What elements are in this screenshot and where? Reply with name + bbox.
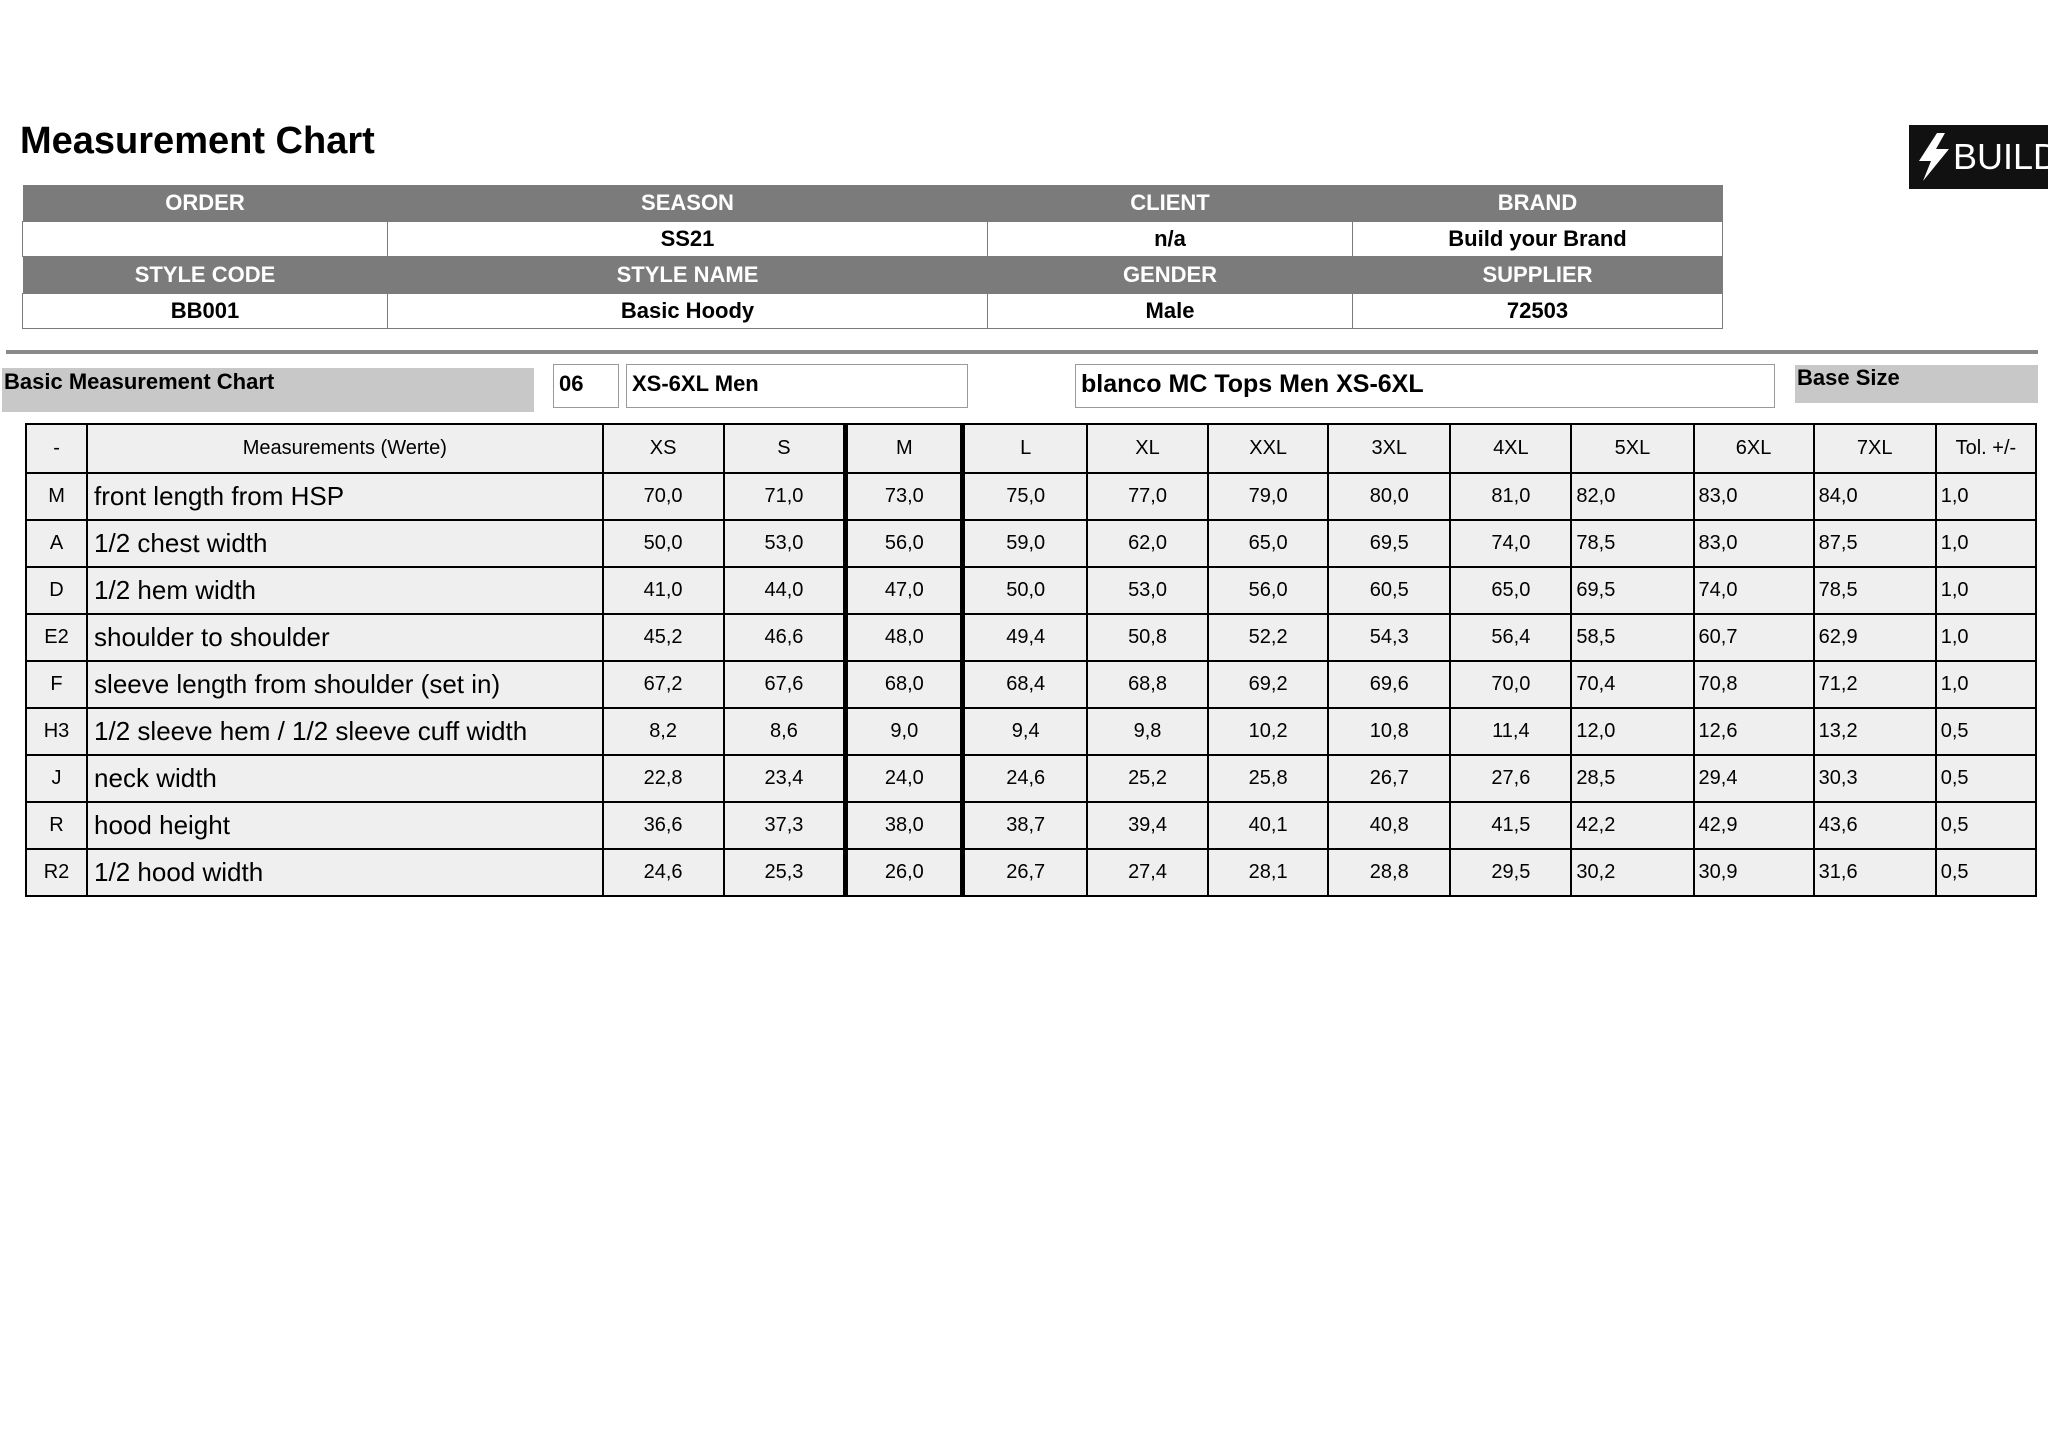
measurement-value: 25,8 [1208, 755, 1328, 802]
measurement-value: 41,5 [1450, 802, 1571, 849]
measurement-label: hood height [87, 802, 603, 849]
chart-description-field: blanco MC Tops Men XS-6XL [1075, 364, 1775, 408]
measurement-value: 67,6 [724, 661, 846, 708]
style-name-value: Basic Hoody [388, 294, 988, 329]
measurement-value: 70,4 [1571, 661, 1693, 708]
measurement-value: 28,5 [1571, 755, 1693, 802]
measurement-value: 39,4 [1087, 802, 1208, 849]
brand-header: BRAND [1353, 185, 1723, 222]
measurement-value: 26,7 [1328, 755, 1450, 802]
brand-value: Build your Brand [1353, 222, 1723, 257]
measurement-value: 53,0 [1087, 567, 1208, 614]
measurement-value: 54,3 [1328, 614, 1450, 661]
measurement-value: 69,5 [1328, 520, 1450, 567]
measurement-value: 10,2 [1208, 708, 1328, 755]
brand-logo [1909, 125, 2059, 189]
measurement-table [25, 423, 2037, 897]
measurement-column-header: Measurements (Werte) [87, 424, 603, 473]
measurement-value: 47,0 [846, 567, 963, 614]
size-range-field: XS-6XL Men [626, 364, 968, 408]
measurement-label: 1/2 hem width [87, 567, 603, 614]
measurement-code: E2 [26, 614, 87, 661]
measurement-value: 30,3 [1814, 755, 1936, 802]
measurement-label: sleeve length from shoulder (set in) [87, 661, 603, 708]
measurement-code: D [26, 567, 87, 614]
size-6xl-header: 6XL [1694, 424, 1814, 473]
measurement-value: 44,0 [724, 567, 846, 614]
measurement-value: 84,0 [1814, 473, 1936, 520]
measurement-code: R [26, 802, 87, 849]
season-value: SS21 [388, 222, 988, 257]
measurement-value: 27,4 [1087, 849, 1208, 896]
table-row [26, 614, 2036, 661]
measurement-value: 23,4 [724, 755, 846, 802]
measurement-value: 50,0 [603, 520, 724, 567]
measurement-value: 60,7 [1694, 614, 1814, 661]
table-row [26, 567, 2036, 614]
measurement-value: 58,5 [1571, 614, 1693, 661]
base-size-label: Base Size [1795, 365, 2038, 403]
section-divider [6, 350, 2038, 354]
measurement-value: 75,0 [963, 473, 1087, 520]
measurement-value: 10,8 [1328, 708, 1450, 755]
measurement-value: 56,4 [1450, 614, 1571, 661]
measurement-value: 26,7 [963, 849, 1087, 896]
measurement-value: 27,6 [1450, 755, 1571, 802]
measurement-value: 52,2 [1208, 614, 1328, 661]
order-value [23, 222, 388, 257]
size-7xl-header: 7XL [1814, 424, 1936, 473]
supplier-header: SUPPLIER [1353, 257, 1723, 294]
measurement-value: 62,9 [1814, 614, 1936, 661]
measurement-value: 78,5 [1814, 567, 1936, 614]
measurement-value: 24,0 [846, 755, 963, 802]
code-column-header: - [26, 424, 87, 473]
measurement-code: H3 [26, 708, 87, 755]
table-row [26, 755, 2036, 802]
lightning-bolt-icon [1917, 133, 1951, 181]
logo-text: BUILD [1953, 136, 2059, 177]
measurement-value: 53,0 [724, 520, 846, 567]
measurement-value: 67,2 [603, 661, 724, 708]
measurement-value: 38,7 [963, 802, 1087, 849]
measurement-value: 40,8 [1328, 802, 1450, 849]
measurement-value: 68,4 [963, 661, 1087, 708]
size-5xl-header: 5XL [1571, 424, 1693, 473]
tolerance-value: 1,0 [1936, 567, 2036, 614]
tolerance-value: 1,0 [1936, 520, 2036, 567]
tolerance-value: 0,5 [1936, 849, 2036, 896]
measurement-value: 80,0 [1328, 473, 1450, 520]
gender-header: GENDER [988, 257, 1353, 294]
measurement-value: 56,0 [1208, 567, 1328, 614]
measurement-value: 49,4 [963, 614, 1087, 661]
size-xl-header: XL [1087, 424, 1208, 473]
measurement-code: M [26, 473, 87, 520]
table-row [26, 708, 2036, 755]
measurement-value: 12,6 [1694, 708, 1814, 755]
measurement-value: 73,0 [846, 473, 963, 520]
measurement-header-row [26, 424, 2036, 473]
tolerance-value: 1,0 [1936, 661, 2036, 708]
measurement-value: 26,0 [846, 849, 963, 896]
client-header: CLIENT [988, 185, 1353, 222]
measurement-value: 11,4 [1450, 708, 1571, 755]
measurement-value: 59,0 [963, 520, 1087, 567]
measurement-value: 31,6 [1814, 849, 1936, 896]
measurement-value: 42,2 [1571, 802, 1693, 849]
info-header-row [23, 185, 1723, 222]
measurement-value: 24,6 [963, 755, 1087, 802]
measurement-value: 68,0 [846, 661, 963, 708]
size-4xl-header: 4XL [1450, 424, 1571, 473]
measurement-value: 83,0 [1694, 520, 1814, 567]
order-header: ORDER [23, 185, 388, 222]
measurement-value: 43,6 [1814, 802, 1936, 849]
measurement-value: 62,0 [1087, 520, 1208, 567]
season-header: SEASON [388, 185, 988, 222]
measurement-value: 9,4 [963, 708, 1087, 755]
style-name-header: STYLE NAME [388, 257, 988, 294]
measurement-value: 60,5 [1328, 567, 1450, 614]
measurement-label: shoulder to shoulder [87, 614, 603, 661]
measurement-label: 1/2 sleeve hem / 1/2 sleeve cuff width [87, 708, 603, 755]
measurement-value: 65,0 [1450, 567, 1571, 614]
measurement-value: 79,0 [1208, 473, 1328, 520]
measurement-label: 1/2 hood width [87, 849, 603, 896]
measurement-value: 12,0 [1571, 708, 1693, 755]
measurement-value: 65,0 [1208, 520, 1328, 567]
measurement-value: 50,8 [1087, 614, 1208, 661]
measurement-value: 30,2 [1571, 849, 1693, 896]
style-code-value: BB001 [23, 294, 388, 329]
measurement-value: 25,2 [1087, 755, 1208, 802]
table-row [26, 802, 2036, 849]
measurement-value: 82,0 [1571, 473, 1693, 520]
measurement-value: 24,6 [603, 849, 724, 896]
info-value-row [23, 294, 1723, 329]
measurement-value: 68,8 [1087, 661, 1208, 708]
measurement-value: 81,0 [1450, 473, 1571, 520]
table-row [26, 849, 2036, 896]
gender-value: Male [988, 294, 1353, 329]
measurement-value: 9,8 [1087, 708, 1208, 755]
measurement-label: 1/2 chest width [87, 520, 603, 567]
measurement-value: 29,5 [1450, 849, 1571, 896]
measurement-value: 69,2 [1208, 661, 1328, 708]
tolerance-value: 0,5 [1936, 708, 2036, 755]
client-value: n/a [988, 222, 1353, 257]
size-m-header: M [846, 424, 963, 473]
measurement-value: 74,0 [1694, 567, 1814, 614]
measurement-value: 46,6 [724, 614, 846, 661]
measurement-value: 28,8 [1328, 849, 1450, 896]
table-row [26, 661, 2036, 708]
measurement-value: 70,0 [603, 473, 724, 520]
table-row [26, 520, 2036, 567]
measurement-value: 30,9 [1694, 849, 1814, 896]
size-xxl-header: XXL [1208, 424, 1328, 473]
measurement-value: 29,4 [1694, 755, 1814, 802]
tolerance-value: 1,0 [1936, 473, 2036, 520]
measurement-value: 37,3 [724, 802, 846, 849]
info-value-row [23, 222, 1723, 257]
measurement-value: 42,9 [1694, 802, 1814, 849]
measurement-value: 48,0 [846, 614, 963, 661]
measurement-value: 71,2 [1814, 661, 1936, 708]
tolerance-header: Tol. +/- [1936, 424, 2036, 473]
measurement-label: front length from HSP [87, 473, 603, 520]
measurement-code: F [26, 661, 87, 708]
measurement-value: 45,2 [603, 614, 724, 661]
measurement-value: 25,3 [724, 849, 846, 896]
measurement-value: 78,5 [1571, 520, 1693, 567]
style-code-header: STYLE CODE [23, 257, 388, 294]
measurement-value: 69,6 [1328, 661, 1450, 708]
table-row [26, 473, 2036, 520]
measurement-value: 74,0 [1450, 520, 1571, 567]
measurement-value: 8,6 [724, 708, 846, 755]
tolerance-value: 1,0 [1936, 614, 2036, 661]
measurement-value: 77,0 [1087, 473, 1208, 520]
tolerance-value: 0,5 [1936, 802, 2036, 849]
size-l-header: L [963, 424, 1087, 473]
measurement-code: J [26, 755, 87, 802]
measurement-value: 70,8 [1694, 661, 1814, 708]
measurement-value: 50,0 [963, 567, 1087, 614]
measurement-value: 9,0 [846, 708, 963, 755]
measurement-value: 36,6 [603, 802, 724, 849]
info-header-row [23, 257, 1723, 294]
measurement-value: 13,2 [1814, 708, 1936, 755]
chart-label: Basic Measurement Chart [2, 368, 534, 412]
measurement-value: 70,0 [1450, 661, 1571, 708]
supplier-value: 72503 [1353, 294, 1723, 329]
measurement-value: 71,0 [724, 473, 846, 520]
measurement-value: 38,0 [846, 802, 963, 849]
measurement-value: 87,5 [1814, 520, 1936, 567]
size-xs-header: XS [603, 424, 724, 473]
measurement-value: 8,2 [603, 708, 724, 755]
size-3xl-header: 3XL [1328, 424, 1450, 473]
measurement-value: 83,0 [1694, 473, 1814, 520]
size-s-header: S [724, 424, 846, 473]
chart-code-field: 06 [553, 364, 619, 408]
measurement-value: 56,0 [846, 520, 963, 567]
measurement-value: 40,1 [1208, 802, 1328, 849]
measurement-value: 69,5 [1571, 567, 1693, 614]
measurement-code: A [26, 520, 87, 567]
measurement-label: neck width [87, 755, 603, 802]
measurement-value: 28,1 [1208, 849, 1328, 896]
page-title: Measurement Chart [20, 120, 375, 162]
tolerance-value: 0,5 [1936, 755, 2036, 802]
measurement-value: 22,8 [603, 755, 724, 802]
order-info-table [22, 185, 1723, 329]
measurement-value: 41,0 [603, 567, 724, 614]
measurement-code: R2 [26, 849, 87, 896]
